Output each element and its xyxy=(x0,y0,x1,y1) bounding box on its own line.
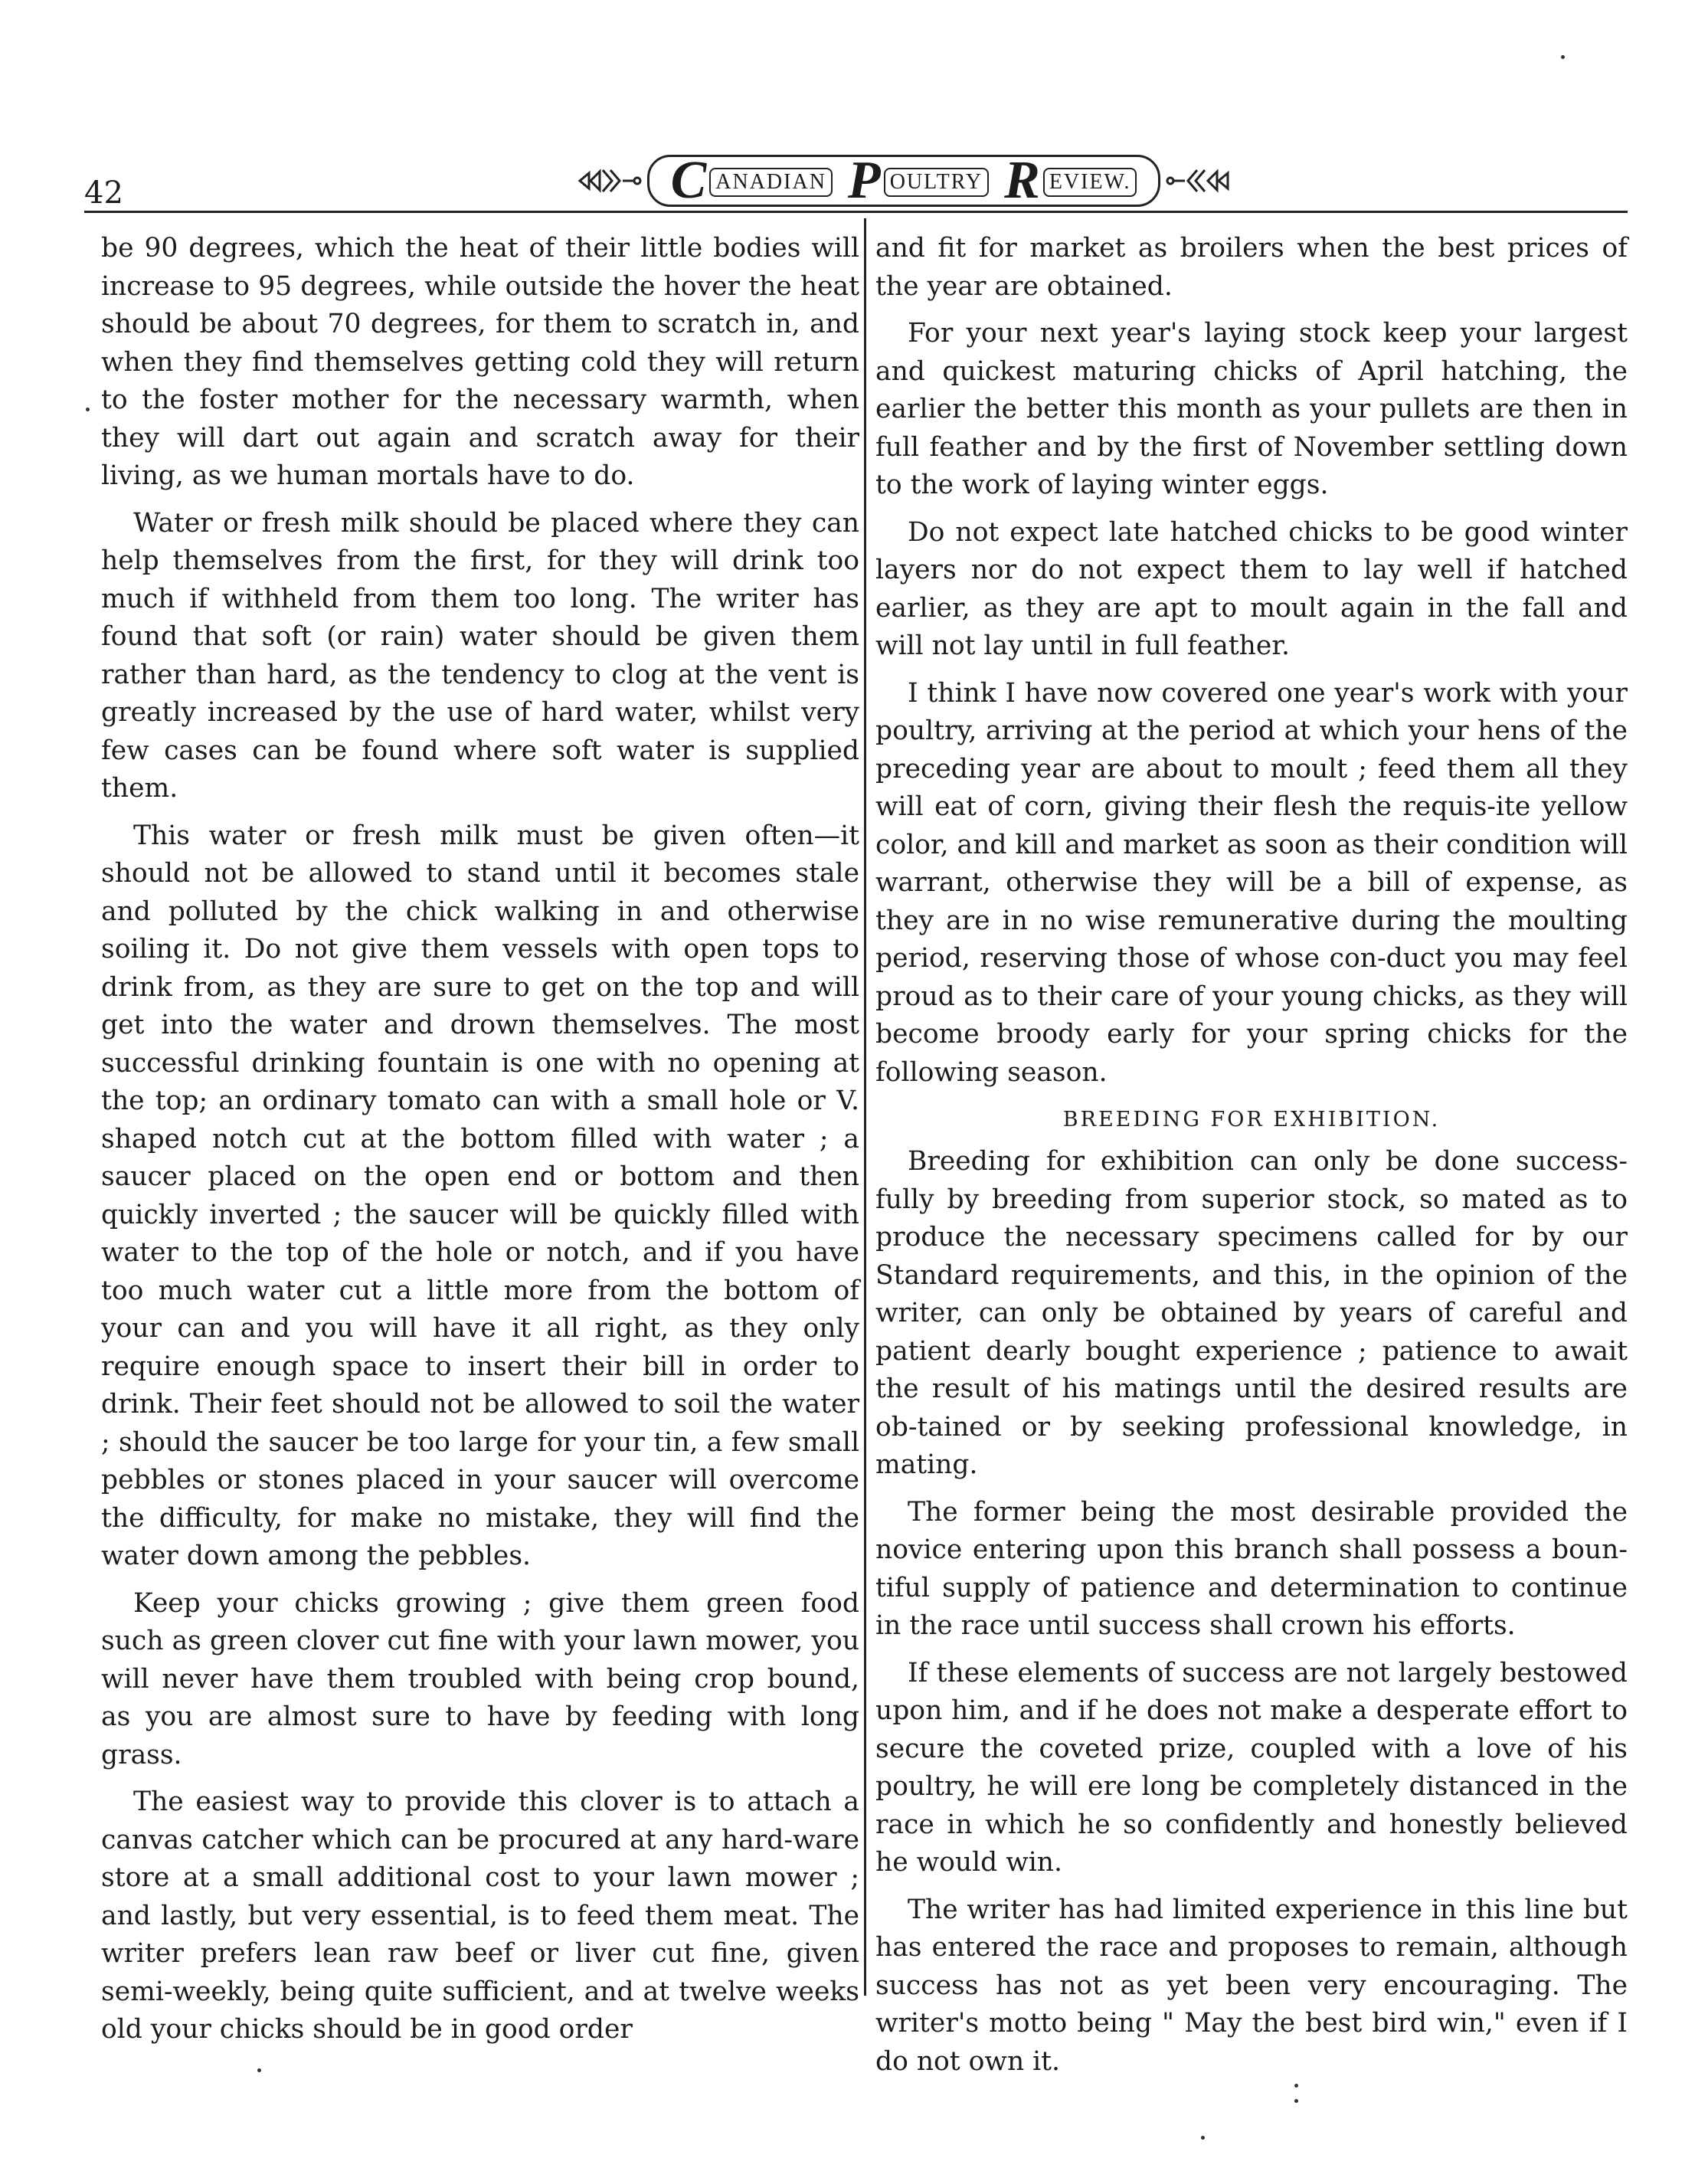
column-divider xyxy=(864,218,866,1996)
paragraph: The writer has had limited experience in this line but has entered the race and proposes to remain, although success has not as yet been very encouraging. The writer's motto being " May the best bird win," even if I do not own it. xyxy=(875,1894,1628,2077)
paragraph: The easiest way to provide this clover is to attach a canvas catcher which can be procured at any hard-ware store at a small additional cost to your lawn mower ; and lastly, but very essential, is to feed them meat. The writer prefers lean raw beef or liver cut fine, given semi-weekly, being quite sufficient, and at twelve weeks old your chicks should be in good order xyxy=(101,1786,859,2045)
scan-speck xyxy=(1294,2084,1298,2088)
paragraph: be 90 degrees, which the heat of their little bodies will increase to 95 degrees, while outside the hover the heat should be about 70 degrees, for them to scratch in, and when they find themselves getting cold they will return to the foster mother for the necessary warmth, when they will dart out again and scratch away for their living, as we human mortals have to do. xyxy=(101,233,859,491)
header-rule xyxy=(84,211,1628,213)
paragraph: Breeding for exhibition can only be done success-fully by breeding from superior stock, so mated as to produce the necessary specimens called for by our Standard requirements, and this, in the opinion of the writer, can only be obtained by years of careful and patient dearly bought experience ; patience to await the result of his matings until the desired results are ob-tained or by seeking professional knowledge, in mating. xyxy=(875,1146,1628,1480)
paragraph: I think I have now covered one year's work with your poultry, arriving at the period at which your hens of the preceding year are about to moult ; feed them all they will eat of corn, giving their flesh the requis-ite yellow color, and kill and market as soon as their condition will warrant, otherwise they will be a bill of expense, as they are in no wise remunerative during the moulting period, reserving those of whose con-duct you may feel proud as to their care of your young chicks, as they will become broody early for your spring chicks for the following season. xyxy=(875,677,1628,1088)
masthead-word-2: P OULTRY xyxy=(848,157,989,205)
page-number: 42 xyxy=(84,175,123,211)
left-column xyxy=(101,230,859,2049)
scan-speck xyxy=(257,2068,261,2072)
paragraph: If these elements of success are not largely bestowed upon him, and if he does not make a desperate effort to secure the coveted prize, coupled with a love of his poultry, he will ere long be completely distanced in the race in which he so confidently and honestly believed he would win. xyxy=(875,1657,1628,1878)
right-column xyxy=(875,230,1628,2081)
left-ornament-icon xyxy=(577,162,643,199)
masthead-title xyxy=(647,151,1161,210)
paragraph: For your next year's laying stock keep your largest and quickest maturing chicks of April hatching, the earlier the better this month as your pullets are then in full feather and by the first of November settling down to the work of laying winter eggs. xyxy=(875,318,1628,500)
paragraph: This water or fresh milk must be given often—it should not be allowed to stand until it becomes stale and polluted by the chick walking in and otherwise soiling it. Do not give them vessels with open tops to drink from, as they are sure to get on the top and will get into the water and drown themselves. The most successful drinking fountain is one with no opening at the top; an ordinary tomato can with a small hole or V. shaped notch cut at the bottom filled with water ; a saucer placed on the open end or bottom and then quickly inverted ; the saucer will be quickly filled with water to the top of the hole or notch, and if you have too much water cut a little more from the bottom of your can and you will have it all right, as they only require enough space to insert their bill in order to drink. Their feet should not be allowed to soil the water ; should the saucer be too large for your tin, a few small pebbles or stones placed in your saucer will overcome the difficulty, for make no mistake, they will find the water down among the pebbles. xyxy=(101,820,859,1571)
scan-speck xyxy=(86,408,90,411)
paragraph: Water or fresh milk should be placed where they can help themselves from the first, for they will drink too much if withheld from them too long. The writer has found that soft (or rain) water should be given them rather than hard, as the tendency to clog at the vent is greatly increased by the use of hard water, whilst very few cases can be found where soft water is supplied them. xyxy=(101,507,859,804)
scan-speck xyxy=(1201,2136,1205,2140)
masthead xyxy=(605,150,1202,211)
masthead-word-1: C ANADIAN xyxy=(671,157,833,205)
section-heading: BREEDING FOR EXHIBITION. xyxy=(1062,1108,1441,1131)
paragraph: and fit for market as broilers when the best prices of the year are obtained. xyxy=(875,233,1628,302)
right-ornament-icon xyxy=(1165,162,1231,199)
paragraph: The former being the most desirable provided the novice entering upon this branch shall possess a boun-tiful supply of patience and determination to continue in the race until success shall crown his efforts. xyxy=(875,1496,1628,1641)
scan-speck xyxy=(1561,55,1565,59)
masthead-word-3: R EVIEW. xyxy=(1004,157,1137,205)
scan-speck xyxy=(1294,2099,1298,2103)
paragraph: Keep your chicks growing ; give them green food such as green clover cut fine with your lawn mower, you will never have them troubled with being crop bound, as you are almost sure to have by feeding with long grass. xyxy=(101,1587,859,1770)
paragraph: Do not expect late hatched chicks to be good winter layers nor do not expect them to lay well if hatched earlier, as they are apt to moult again in the fall and will not lay until in full feather. xyxy=(875,516,1628,661)
